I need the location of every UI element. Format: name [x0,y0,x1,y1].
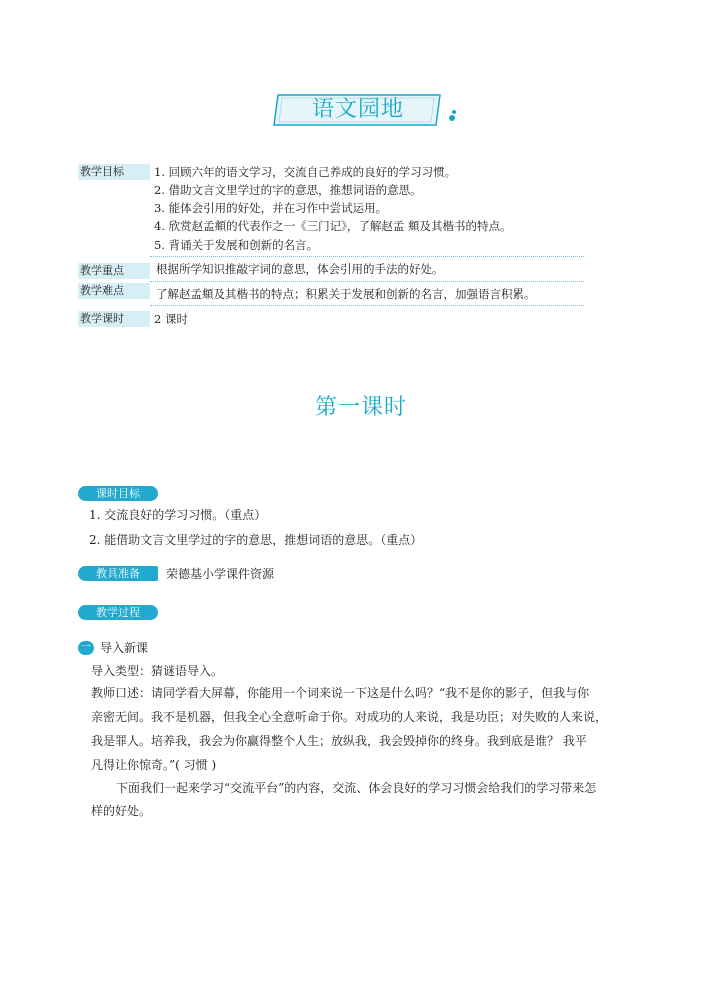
decorative-dots-icon [448,108,460,122]
goal-item: 3. 能体会引用的好处，并在习作中尝试运用。 [154,201,388,215]
goal-item: 2. 借助文言文里学过的字的意思，推想词语的意思。 [154,183,422,197]
row-divider [150,256,584,257]
closing-line: 样的好处。 [91,804,152,818]
row-divider [150,305,584,306]
prep-text: 荣德基小学课件资源 [166,567,275,581]
goal-item: 1. 回顾六年的语文学习，交流自己养成的良好的学习习惯。 [154,165,457,179]
prep-pill: 教具准备 [78,566,158,581]
narration-line: 亲密无间。我不是机器，但我全心全意听命于你。对成功的人来说，我是功臣；对失败的人来说， [91,710,608,724]
hours-text: 2 课时 [154,312,188,326]
process-pill: 教学过程 [78,605,158,620]
lesson-objective: 2. 能借助文言文里学过的字的意思，推想词语的意思。（重点） [89,533,423,547]
section-number-badge: 一 [78,641,94,655]
row-divider [150,281,584,282]
difficulty-text: 了解赵孟頫及其楷书的特点；积累关于发展和创新的名言，加强语言积累。 [156,287,536,301]
section-title: 导入新课 [100,641,149,655]
title-banner [270,93,446,127]
intro-type: 导入类型：猜谜语导入。 [91,664,224,678]
difficulty-label: 教学难点 [78,283,150,299]
closing-line: 下面我们一起来学习“交流平台”的内容，交流、体会良好的学习习惯会给我们的学习带来怎 [116,781,597,795]
objectives-pill: 课时目标 [78,486,158,501]
key-text: 根据所学知识推敲字词的意思，体会引用的手法的好处。 [156,262,444,276]
goal-item: 4. 欣赏赵孟頫的代表作之一《三门记》，了解赵孟 頫及其楷书的特点。 [154,219,512,233]
hours-label: 教学课时 [78,311,150,327]
lesson-title: 第一课时 [314,395,407,420]
lesson-objective: 1. 交流良好的学习习惯。（重点） [89,508,267,522]
narration-line: 我是罪人。培养我，我会为你赢得整个人生；放纵我，我会毁掉你的终身。我到底是谁？ 我平 [91,734,587,748]
page-title: 语文园地 [311,97,404,122]
goals-label: 教学目标 [78,164,150,180]
narration-line: 凡得让你惊奇。”( 习惯 ) [91,758,217,772]
narration-line: 教师口述：请同学看大屏幕，你能用一个词来说一下这是什么吗？“我不是你的影子，但我与你 [91,686,590,700]
goal-item: 5. 背诵关于发展和创新的名言。 [154,238,319,252]
key-label: 教学重点 [78,263,150,279]
